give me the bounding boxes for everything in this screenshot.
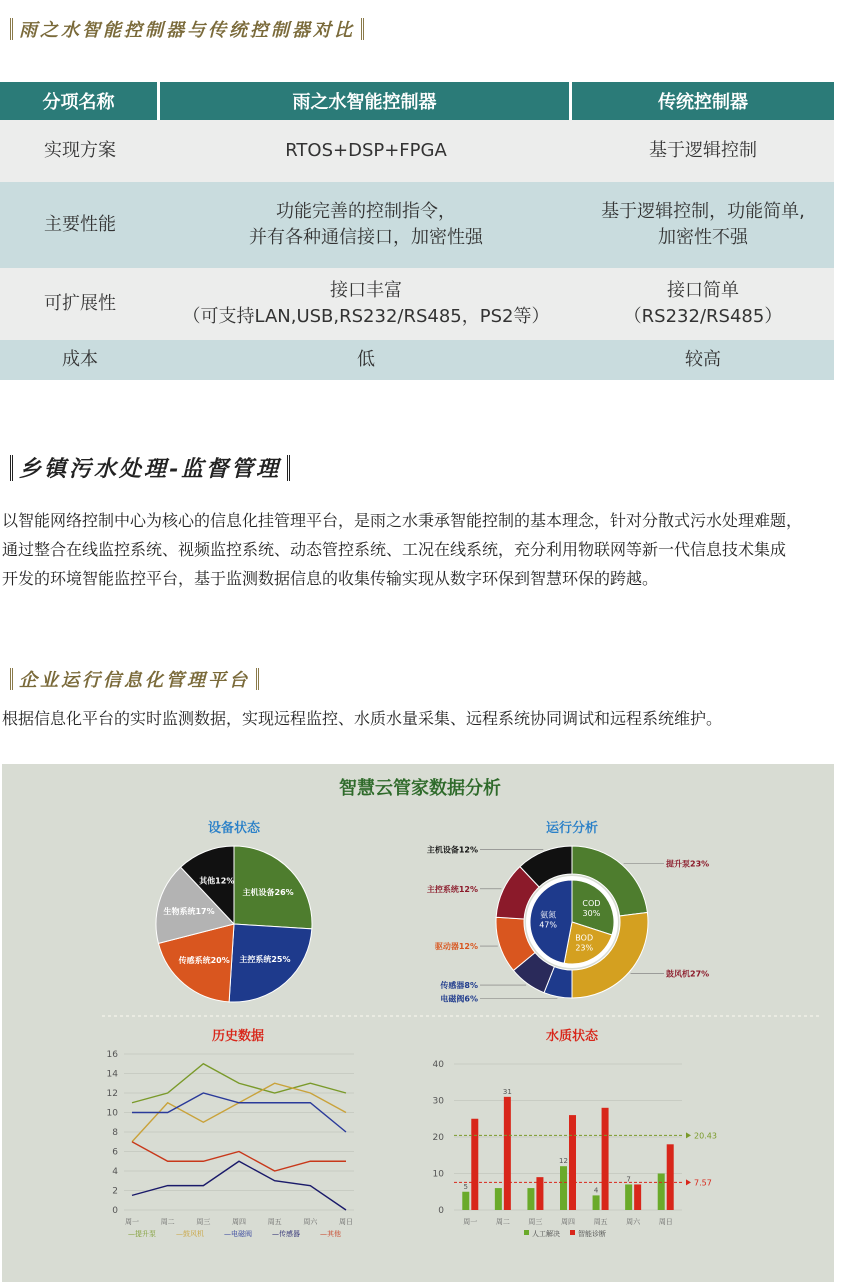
trad-cell [572,268,834,340]
section-title-text: 雨之水智能控制器与传统控制器对比 [19,20,355,41]
reference-arrow [686,1179,691,1185]
y-tick-label: 20 [432,1133,444,1143]
bar [593,1195,600,1210]
y-tick-label: 14 [106,1069,118,1080]
x-tick-label: 周三 [528,1218,543,1226]
row-name: 实现方案 [0,120,160,182]
cell-line: 较高 [685,349,721,370]
bar [495,1188,502,1210]
x-tick-label: 周五 [593,1218,608,1226]
x-tick-label: 周二 [495,1218,510,1226]
cell-line: 功能完善的控制指令， [276,201,456,222]
callout-label: 电磁阀6% [440,994,478,1004]
comparison-table [0,82,834,380]
x-tick-label: 周四 [232,1218,246,1226]
legend-item: —传感器 [272,1230,300,1238]
cell-line: 接口简单 [667,280,739,301]
data-label: 7 [626,1175,631,1184]
y-tick-label: 0 [438,1206,444,1216]
cell-line: 并有各种通信接口，加密性强 [249,227,483,248]
operation-analysis-chart [427,820,709,1004]
chart-title: 运行分析 [545,821,599,836]
cell-line: 接口丰富 [330,280,402,301]
bar [504,1097,511,1210]
paragraph-line: 开发的环境智能监控平台，基于监测数据信息的收集传输实现从数字环保到智慧环保的跨越。 [2,569,659,588]
x-tick-label: 周六 [626,1218,641,1226]
table-header-row [0,82,834,120]
reference-arrow [686,1132,691,1138]
header-item-name: 分项名称 [0,82,160,120]
callout-label: 提升泵23% [666,859,710,869]
device-status-chart [156,820,312,1002]
callout-label: 鼓风机27% [666,969,710,979]
y-tick-label: 16 [106,1050,118,1060]
table-row [0,120,834,182]
series-line [132,1064,346,1103]
inner-label-name: COD [582,898,601,908]
bar [462,1192,469,1210]
x-tick-label: 周五 [267,1218,282,1226]
x-tick-label: 周日 [658,1218,673,1226]
y-tick-label: 6 [112,1147,118,1158]
legend-item: 人工解决 [532,1230,560,1238]
cell-line: 低 [357,349,375,370]
data-label: 5 [463,1182,469,1191]
y-tick-label: 12 [106,1089,118,1099]
legend-swatch [524,1230,529,1235]
history-data-chart [107,1028,354,1238]
cell-line: 基于逻辑控制 [649,140,757,161]
y-tick-label: 10 [432,1169,444,1180]
row-name: 主要性能 [0,182,160,268]
cell-line: RTOS+DSP+FPGA [285,140,447,161]
data-label: 31 [502,1087,512,1096]
chart-title: 水质状态 [545,1029,599,1044]
callout-label: 传感器8% [440,981,478,991]
section-title-platform [4,666,265,692]
y-tick-label: 4 [112,1167,118,1177]
x-tick-label: 周二 [160,1218,175,1226]
inner-label-pct: 47% [539,920,557,930]
supervision-paragraph [2,506,848,593]
row-name: 可扩展性 [0,268,160,340]
bar [658,1174,665,1211]
legend-swatch [570,1230,575,1235]
water-quality-chart [433,1028,717,1238]
bar [527,1188,534,1210]
data-label: 12 [559,1157,568,1166]
smart-cell [160,120,572,182]
row-name: 成本 [0,340,160,380]
callout-label: 驱动器12% [434,942,478,952]
title-bar-right [361,18,364,40]
chart-title: 设备状态 [207,821,261,836]
series-line [132,1161,346,1210]
header-traditional-controller: 传统控制器 [572,82,834,120]
slice-label: 其他12% [199,876,235,886]
smart-cell [160,340,572,380]
inner-label-name: 氨氮 [540,910,557,920]
paragraph-line: 以智能网络控制中心为核心的信息化挂管理平台，是雨之水秉承智能控制的基本理念，针对分散式污水处理难题， [2,511,803,530]
callout-label: 主控系统12% [426,884,478,894]
title-bar-left [10,455,13,481]
x-tick-label: 周一 [125,1218,139,1226]
section-title-text: 乡镇污水处理-监督管理 [19,456,282,482]
slice-label: 主控系统25% [239,955,291,965]
x-tick-label: 周六 [303,1218,318,1226]
data-label: 4 [593,1186,599,1195]
callout-label: 主机设备12% [426,845,478,855]
inner-label [575,934,593,953]
cell-line: 加密性不强 [658,227,748,248]
cell-line: （可支持LAN,USB,RS232/RS485，PS2等） [182,306,550,327]
legend-item: —电磁阀 [224,1230,252,1238]
platform-paragraph: 根据信息化平台的实时监测数据，实现远程监控、水质水量采集、远程系统协同调试和远程系统维护。 [2,709,723,728]
y-tick-label: 8 [112,1128,118,1138]
y-tick-label: 2 [112,1186,118,1197]
title-bar-right [256,668,259,690]
bar [471,1119,478,1210]
x-tick-label: 周三 [196,1218,211,1226]
section-title-text: 企业运行信息化管理平台 [19,670,250,691]
trad-cell [572,340,834,380]
cell-line: （RS232/RS485） [623,306,783,327]
trad-cell [572,120,834,182]
table-row [0,268,834,340]
table-row [0,182,834,268]
trad-cell [572,182,834,268]
legend-item: —提升泵 [128,1230,156,1238]
inner-label-pct: 30% [582,908,601,918]
cell-line: 基于逻辑控制，功能简单, [601,201,805,222]
section-title-supervision [4,452,296,483]
title-bar-left [10,668,13,690]
x-tick-label: 周日 [339,1218,353,1226]
y-tick-label: 10 [106,1108,118,1119]
inner-label [539,910,557,930]
title-bar-left [10,18,13,40]
header-smart-controller: 雨之水智能控制器 [160,82,572,120]
smart-cell [160,268,572,340]
dashboard-svg [2,764,834,1282]
inner-label-name: BOD [575,933,594,943]
dashboard-title: 智慧云管家数据分析 [339,778,501,799]
bar [560,1166,567,1210]
x-tick-label: 周一 [463,1218,478,1226]
slice-label: 传感系统20% [178,956,230,966]
title-bar-right [287,455,290,481]
bar [602,1108,609,1210]
inner-label [582,899,600,918]
paragraph-line: 通过整合在线监控系统、视频监控系统、动态管控系统、工况在线系统，充分利用物联网等新一代信息技术集成 [2,540,787,559]
bar [634,1184,641,1210]
section-title-comparison [4,16,370,42]
bar [569,1115,576,1210]
y-tick-label: 30 [432,1096,444,1107]
series-line [132,1142,346,1171]
reference-label: 20.43 [694,1131,717,1141]
slice-label: 主机设备26% [242,887,294,897]
legend-item: —鼓风机 [176,1230,204,1238]
bar [667,1144,674,1210]
smart-cell [160,182,572,268]
table-row [0,340,834,380]
dashboard-panel [2,764,834,1282]
inner-label-pct: 23% [575,943,594,953]
legend-item: 智能诊断 [578,1230,606,1238]
y-tick-label: 0 [112,1206,118,1216]
legend-item: —其他 [320,1230,341,1238]
x-tick-label: 周四 [561,1218,575,1226]
y-tick-label: 40 [432,1060,444,1070]
chart-title: 历史数据 [211,1029,265,1044]
slice-label: 生物系统17% [163,906,215,916]
reference-label: 7.57 [694,1178,712,1188]
bar [625,1184,632,1210]
